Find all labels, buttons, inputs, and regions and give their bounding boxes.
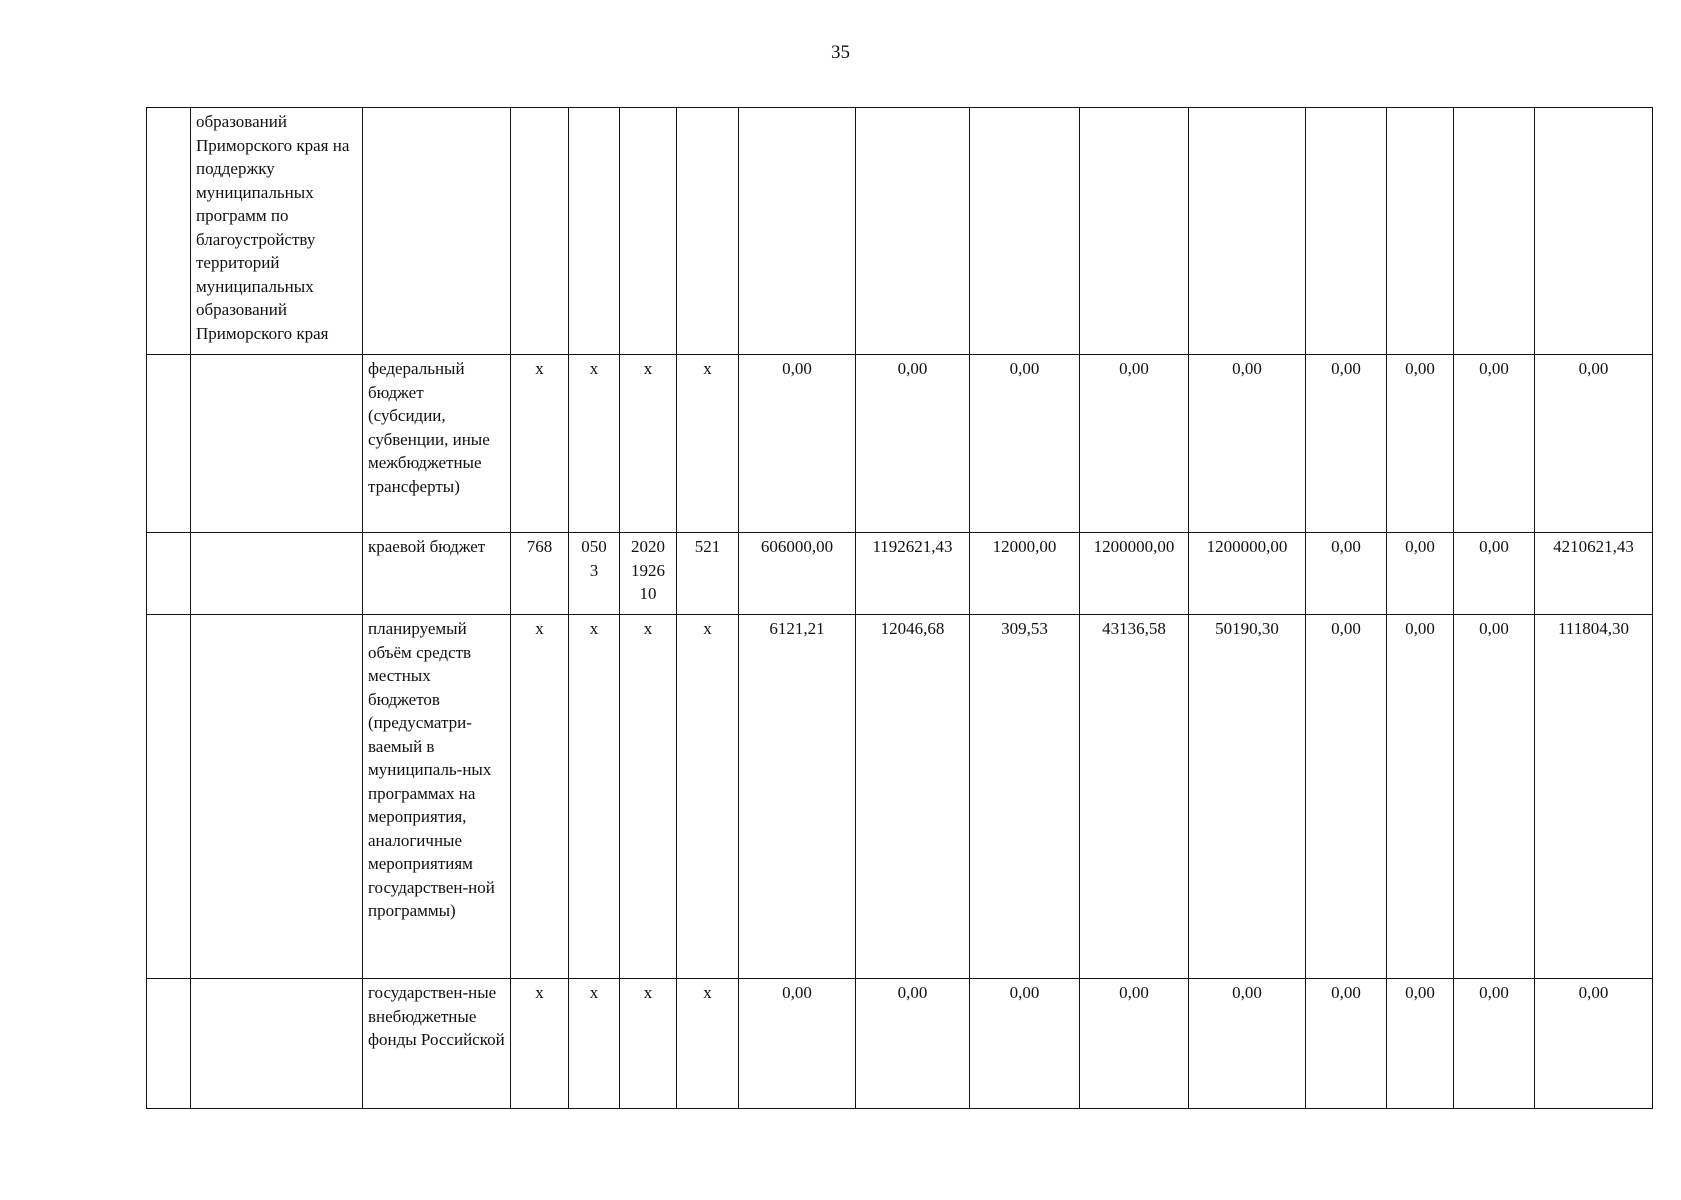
row-number-cell	[147, 615, 191, 979]
vr-code-cell: 521	[677, 533, 739, 615]
table-row	[147, 108, 1653, 355]
amount-cell: 0,00	[1189, 355, 1306, 533]
amount-cell: 0,00	[1454, 979, 1535, 1109]
amount-cell	[1080, 108, 1189, 355]
page-number: 35	[831, 42, 850, 63]
row-number-cell	[147, 355, 191, 533]
amount-cell: 0,00	[1454, 615, 1535, 979]
rzpr-code-cell	[569, 108, 620, 355]
grbs-code-cell: x	[511, 615, 569, 979]
amount-cell: 0,00	[739, 979, 856, 1109]
amount-cell	[970, 108, 1080, 355]
amount-cell: 0,00	[1387, 355, 1454, 533]
event-name-cell	[191, 355, 363, 533]
amount-cell: 0,00	[739, 355, 856, 533]
amount-cell: 4210621,43	[1535, 533, 1653, 615]
table-row	[147, 615, 1653, 979]
vr-code-cell: x	[677, 979, 739, 1109]
amount-cell	[739, 108, 856, 355]
vr-code-cell: x	[677, 615, 739, 979]
amount-cell: 111804,30	[1535, 615, 1653, 979]
amount-cell: 606000,00	[739, 533, 856, 615]
row-number-cell	[147, 979, 191, 1109]
rzpr-code-cell: x	[569, 355, 620, 533]
funding-source-cell	[363, 108, 511, 355]
rzpr-code-cell: x	[569, 979, 620, 1109]
amount-cell: 0,00	[1535, 979, 1653, 1109]
vr-code-cell: x	[677, 355, 739, 533]
amount-cell: 50190,30	[1189, 615, 1306, 979]
amount-cell: 0,00	[1306, 533, 1387, 615]
amount-cell: 43136,58	[1080, 615, 1189, 979]
amount-cell	[1454, 108, 1535, 355]
amount-cell: 1200000,00	[1080, 533, 1189, 615]
amount-cell: 0,00	[1306, 355, 1387, 533]
amount-cell: 12000,00	[970, 533, 1080, 615]
amount-cell: 0,00	[1306, 979, 1387, 1109]
amount-cell: 0,00	[1080, 979, 1189, 1109]
csr-code-cell: x	[620, 615, 677, 979]
budget-table	[146, 107, 1653, 1109]
amount-cell: 0,00	[1080, 355, 1189, 533]
grbs-code-cell: 768	[511, 533, 569, 615]
amount-cell	[856, 108, 970, 355]
amount-cell: 0,00	[856, 979, 970, 1109]
table-row	[147, 533, 1653, 615]
grbs-code-cell: x	[511, 355, 569, 533]
amount-cell: 0,00	[1387, 615, 1454, 979]
event-name-cell: образований Приморского края на поддержку муниципальных программ по благоустройству территорий муниципальных образований Приморского края	[191, 108, 363, 355]
amount-cell: 12046,68	[856, 615, 970, 979]
funding-source-cell: краевой бюджет	[363, 533, 511, 615]
event-name-cell	[191, 615, 363, 979]
amount-cell	[1387, 108, 1454, 355]
row-number-cell	[147, 108, 191, 355]
amount-cell	[1189, 108, 1306, 355]
table-row	[147, 979, 1653, 1109]
table-row	[147, 355, 1653, 533]
event-name-cell	[191, 533, 363, 615]
amount-cell	[1535, 108, 1653, 355]
csr-code-cell: 2020 1926 10	[620, 533, 677, 615]
event-name-cell	[191, 979, 363, 1109]
amount-cell: 6121,21	[739, 615, 856, 979]
amount-cell: 0,00	[1189, 979, 1306, 1109]
amount-cell: 0,00	[1306, 615, 1387, 979]
csr-code-cell: x	[620, 979, 677, 1109]
amount-cell: 0,00	[970, 355, 1080, 533]
amount-cell: 0,00	[1454, 355, 1535, 533]
rzpr-code-cell: x	[569, 615, 620, 979]
amount-cell: 0,00	[1535, 355, 1653, 533]
amount-cell: 309,53	[970, 615, 1080, 979]
grbs-code-cell	[511, 108, 569, 355]
row-number-cell	[147, 533, 191, 615]
funding-source-cell: планируемый объём средств местных бюджетов (предусматри-ваемый в муниципаль-ных программах на мероприятия, аналогичные мероприятиям государствен-ной программы)	[363, 615, 511, 979]
amount-cell: 0,00	[856, 355, 970, 533]
amount-cell: 0,00	[1387, 979, 1454, 1109]
vr-code-cell	[677, 108, 739, 355]
amount-cell: 1200000,00	[1189, 533, 1306, 615]
amount-cell: 1192621,43	[856, 533, 970, 615]
csr-code-cell	[620, 108, 677, 355]
amount-cell	[1306, 108, 1387, 355]
funding-source-cell: федеральный бюджет (субсидии, субвенции, иные межбюджетные трансферты)	[363, 355, 511, 533]
grbs-code-cell: x	[511, 979, 569, 1109]
funding-source-cell: государствен-ные внебюджетные фонды Российской	[363, 979, 511, 1109]
amount-cell: 0,00	[1454, 533, 1535, 615]
csr-code-cell: x	[620, 355, 677, 533]
amount-cell: 0,00	[970, 979, 1080, 1109]
amount-cell: 0,00	[1387, 533, 1454, 615]
rzpr-code-cell: 050 3	[569, 533, 620, 615]
